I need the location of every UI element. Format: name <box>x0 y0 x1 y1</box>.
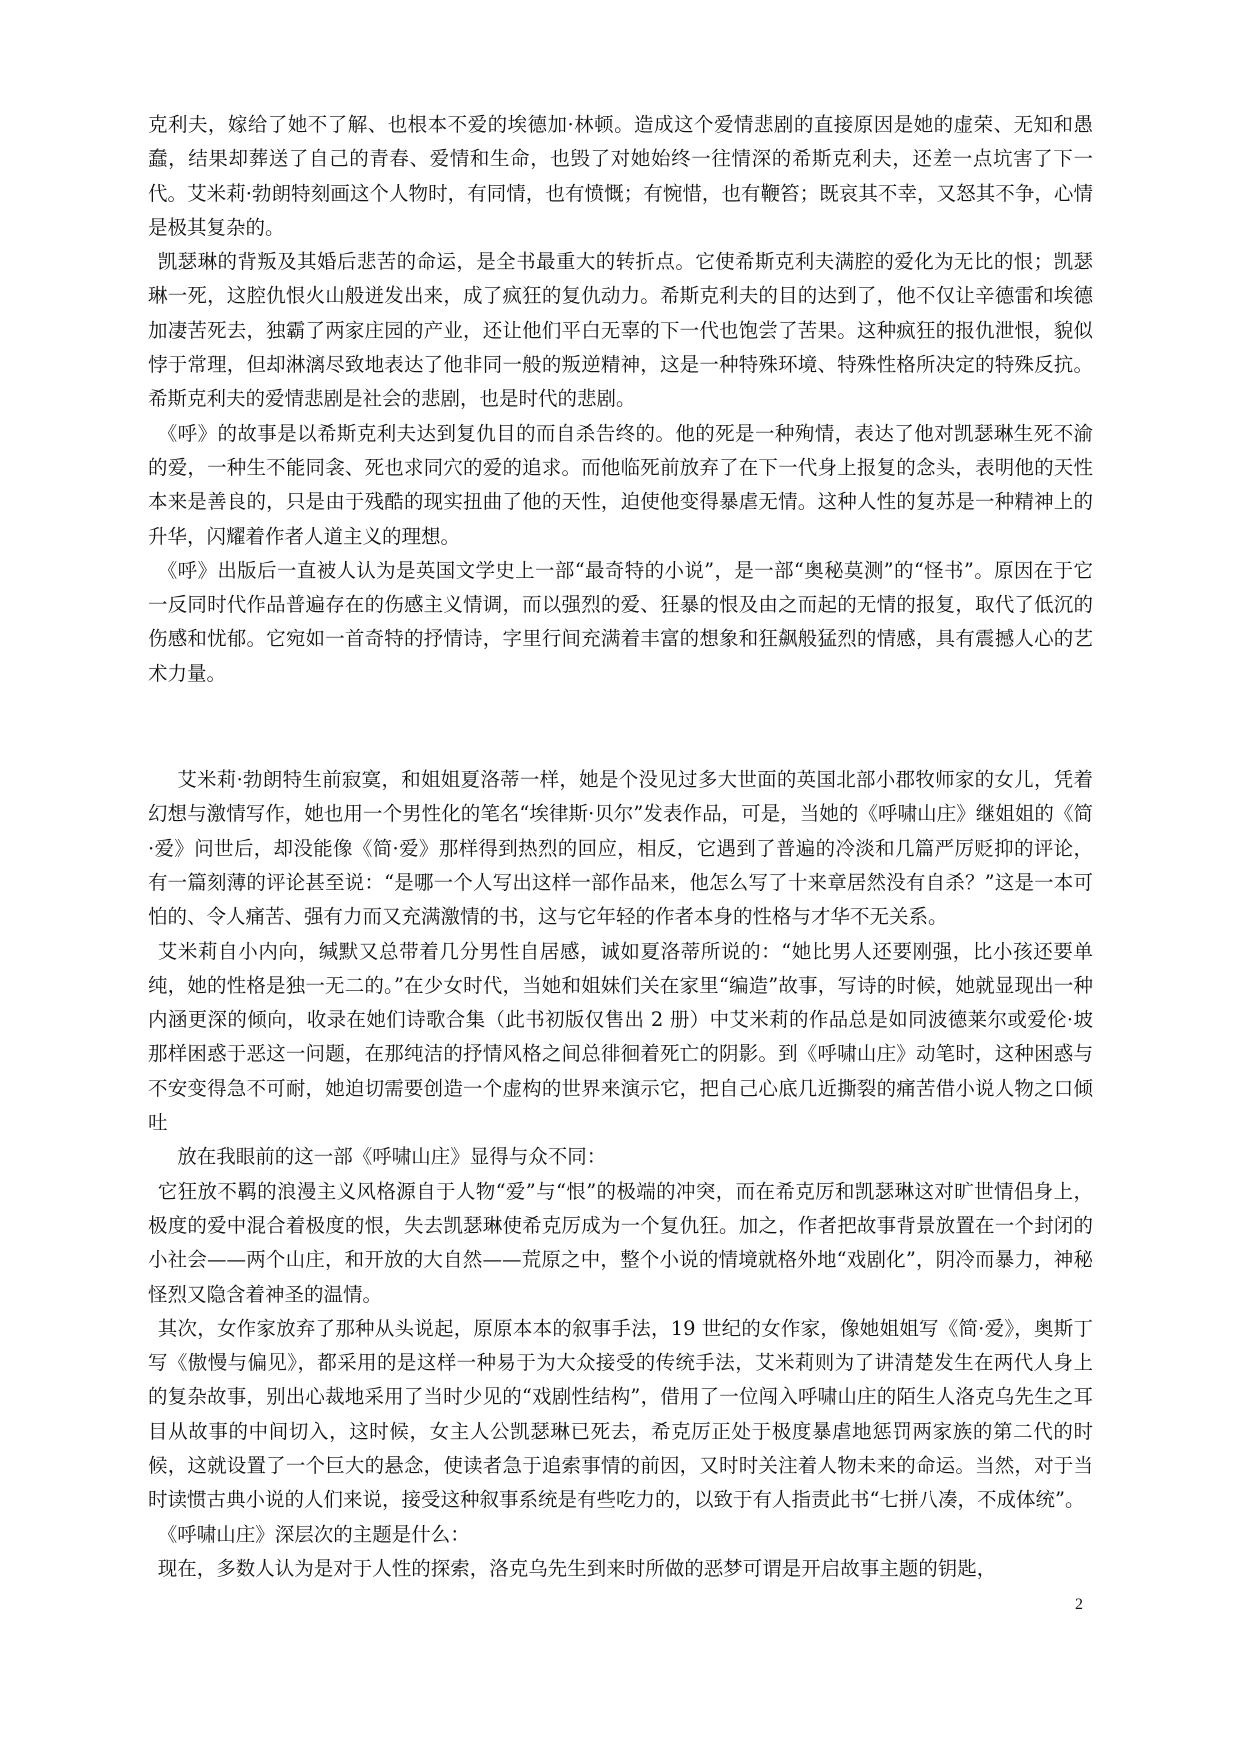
section-spacer <box>148 691 1093 763</box>
paragraph-heathcliff-death: 《呼》的故事是以希斯克利夫达到复仇目的而自杀告终的。他的死是一种殉情，表达了他对凯瑟琳生死不渝的爱，一种生不能同衾、死也求同穴的爱的追求。而他临死前放弃了在下一代身上报复的念头，表明他的天性本来是善良的，只是由于残酷的现实扭曲了他的天性，迫使他变得暴虐无情。这种人性的复苏是一种精神上的升华，闪耀着作者人道主义的理想。 <box>148 421 1093 548</box>
page-number: 2 <box>1075 1596 1083 1613</box>
paragraph-emily-lonely-life: 艾米莉·勃朗特生前寂寞，和姐姐夏洛蒂一样，她是个没见过多大世面的英国北部小郡牧师家的女儿，凭着幻想与激情写作，她也用一个男性化的笔名“埃律斯·贝尔”发表作品，可是，当她的《呼啸山庄》继姐姐的《简·爱》问世后，却没能像《简·爱》那样得到热烈的回应，相反，它遇到了普遍的冷淡和几篇严厉贬抑的评论，有一篇刻薄的评论甚至说：“是哪一个人写出这样一部作品来，他怎么写了十来章居然没有自杀？”这是一本可怕的、令人痛苦、强有力而又充满激情的书，这与它年轻的作者本身的性格与才华不无关系。 <box>148 768 1093 929</box>
document-page <box>148 108 1093 1586</box>
paragraph-human-nature: 现在，多数人认为是对于人性的探索，洛克乌先生到来时所做的恶梦可谓是开启故事主题的钥匙， <box>157 1556 997 1580</box>
paragraph-narrative-structure: 其次，女作家放弃了那种从头说起，原原本本的叙事手法，19 世纪的女作家，像她姐姐写《简·爱》，奥斯丁写《傲慢与偏见》，都采用的是这样一种易于为大众接受的传统手法，艾米莉则为了讲清楚发生在两代人身上的复杂故事，别出心裁地采用了当时少见的“戏剧性结构”，借用了一位闯入呼啸山庄的陌生人洛克乌先生之耳目从故事的中间切入，这时候，女主人公凯瑟琳已死去，希克厉正处于极度暴虐地惩罚两家族的第二代的时候，这就设置了一个巨大的悬念，使读者急于追索事情的前因，又时时关注着人物未来的命运。当然，对于当时读惯古典小说的人们来说，接受这种叙事系统是有些吃力的，以致于有人指责此书“七拼八凑，不成体统”。 <box>148 1316 1093 1512</box>
paragraph-strangest-novel: 《呼》出版后一直被人认为是英国文学史上一部“最奇特的小说”，是一部“奥秘莫测”的“怪书”。原因在于它一反同时代作品普遍存在的伤感主义情调，而以强烈的爱、狂暴的恨及由之而起的无情的报复，取代了低沉的伤感和忧郁。它宛如一首奇特的抒情诗，字里行间充满着丰富的想象和狂飙般猛烈的情感，具有震撼人心的艺术力量。 <box>148 558 1093 685</box>
paragraph-catherine-marriage: 克利夫，嫁给了她不了解、也根本不爱的埃德加·林顿。造成这个爱情悲剧的直接原因是她的虚荣、无知和愚蠢，结果却葬送了自己的青春、爱情和生命，也毁了对她始终一往情深的希斯克利夫，还差一点坑害了下一代。艾米莉·勃朗特刻画这个人物时，有同情，也有愤慨；有惋惜，也有鞭笞；既哀其不幸，又怒其不争，心情是极其复杂的。 <box>148 113 1093 239</box>
paragraph-betrayal-turning-point: 凯瑟琳的背叛及其婚后悲苦的命运，是全书最重大的转折点。它使希斯克利夫满腔的爱化为无比的恨；凯瑟琳一死，这腔仇恨火山般迸发出来，成了疯狂的复仇动力。希斯克利夫的目的达到了，他不仅让辛德雷和埃德加凄苦死去，独霸了两家庄园的产业，还让他们平白无辜的下一代也饱尝了苦果。这种疯狂的报仇泄恨，貌似悖于常理，但却淋漓尽致地表达了他非同一般的叛逆精神，这是一种特殊环境、特殊性格所决定的特殊反抗。希斯克利夫的爱情悲剧是社会的悲剧，也是时代的悲剧。 <box>148 250 1093 411</box>
paragraph-before-my-eyes: 放在我眼前的这一部《呼啸山庄》显得与众不同： <box>177 1145 607 1169</box>
paragraph-romantic-style: 它狂放不羁的浪漫主义风格源自于人物“爱”与“恨”的极端的冲突，而在希克厉和凯瑟琳这对旷世情侣身上，极度的爱中混合着极度的恨，失去凯瑟琳使希克厉成为一个复仇狂。加之，作者把故事背景放置在一个封闭的小社会——两个山庄，和开放的大自然——荒原之中，整个小说的情境就格外地“戏剧化”，阴冷而暴力，神秘怪烈又隐含着神圣的温情。 <box>148 1179 1093 1306</box>
paragraph-emily-introverted: 艾米莉自小内向，缄默又总带着几分男性自居感，诚如夏洛蒂所说的：“她比男人还要刚强，比小孩还要单纯，她的性格是独一无二的。”在少女时代，当她和姐妹们关在家里“编造”故事，写诗的时候，她就显现出一种内涵更深的倾向，收录在她们诗歌合集（此书初版仅售出 2 册）中艾米莉的作品总是如同波德莱尔或爱伦·坡那样困惑于恶这一问题，在那纯洁的抒情风格之间总徘徊着死亡的阴影。到《呼啸山庄》动笔时，这种困惑与不安变得急不可耐，她迫切需要创造一个虚构的世界来演示它，把自己心底几近撕裂的痛苦借小说人物之口倾吐 <box>148 939 1093 1135</box>
paragraph-deep-theme-question: 《呼啸山庄》深层次的主题是什么： <box>157 1522 470 1546</box>
